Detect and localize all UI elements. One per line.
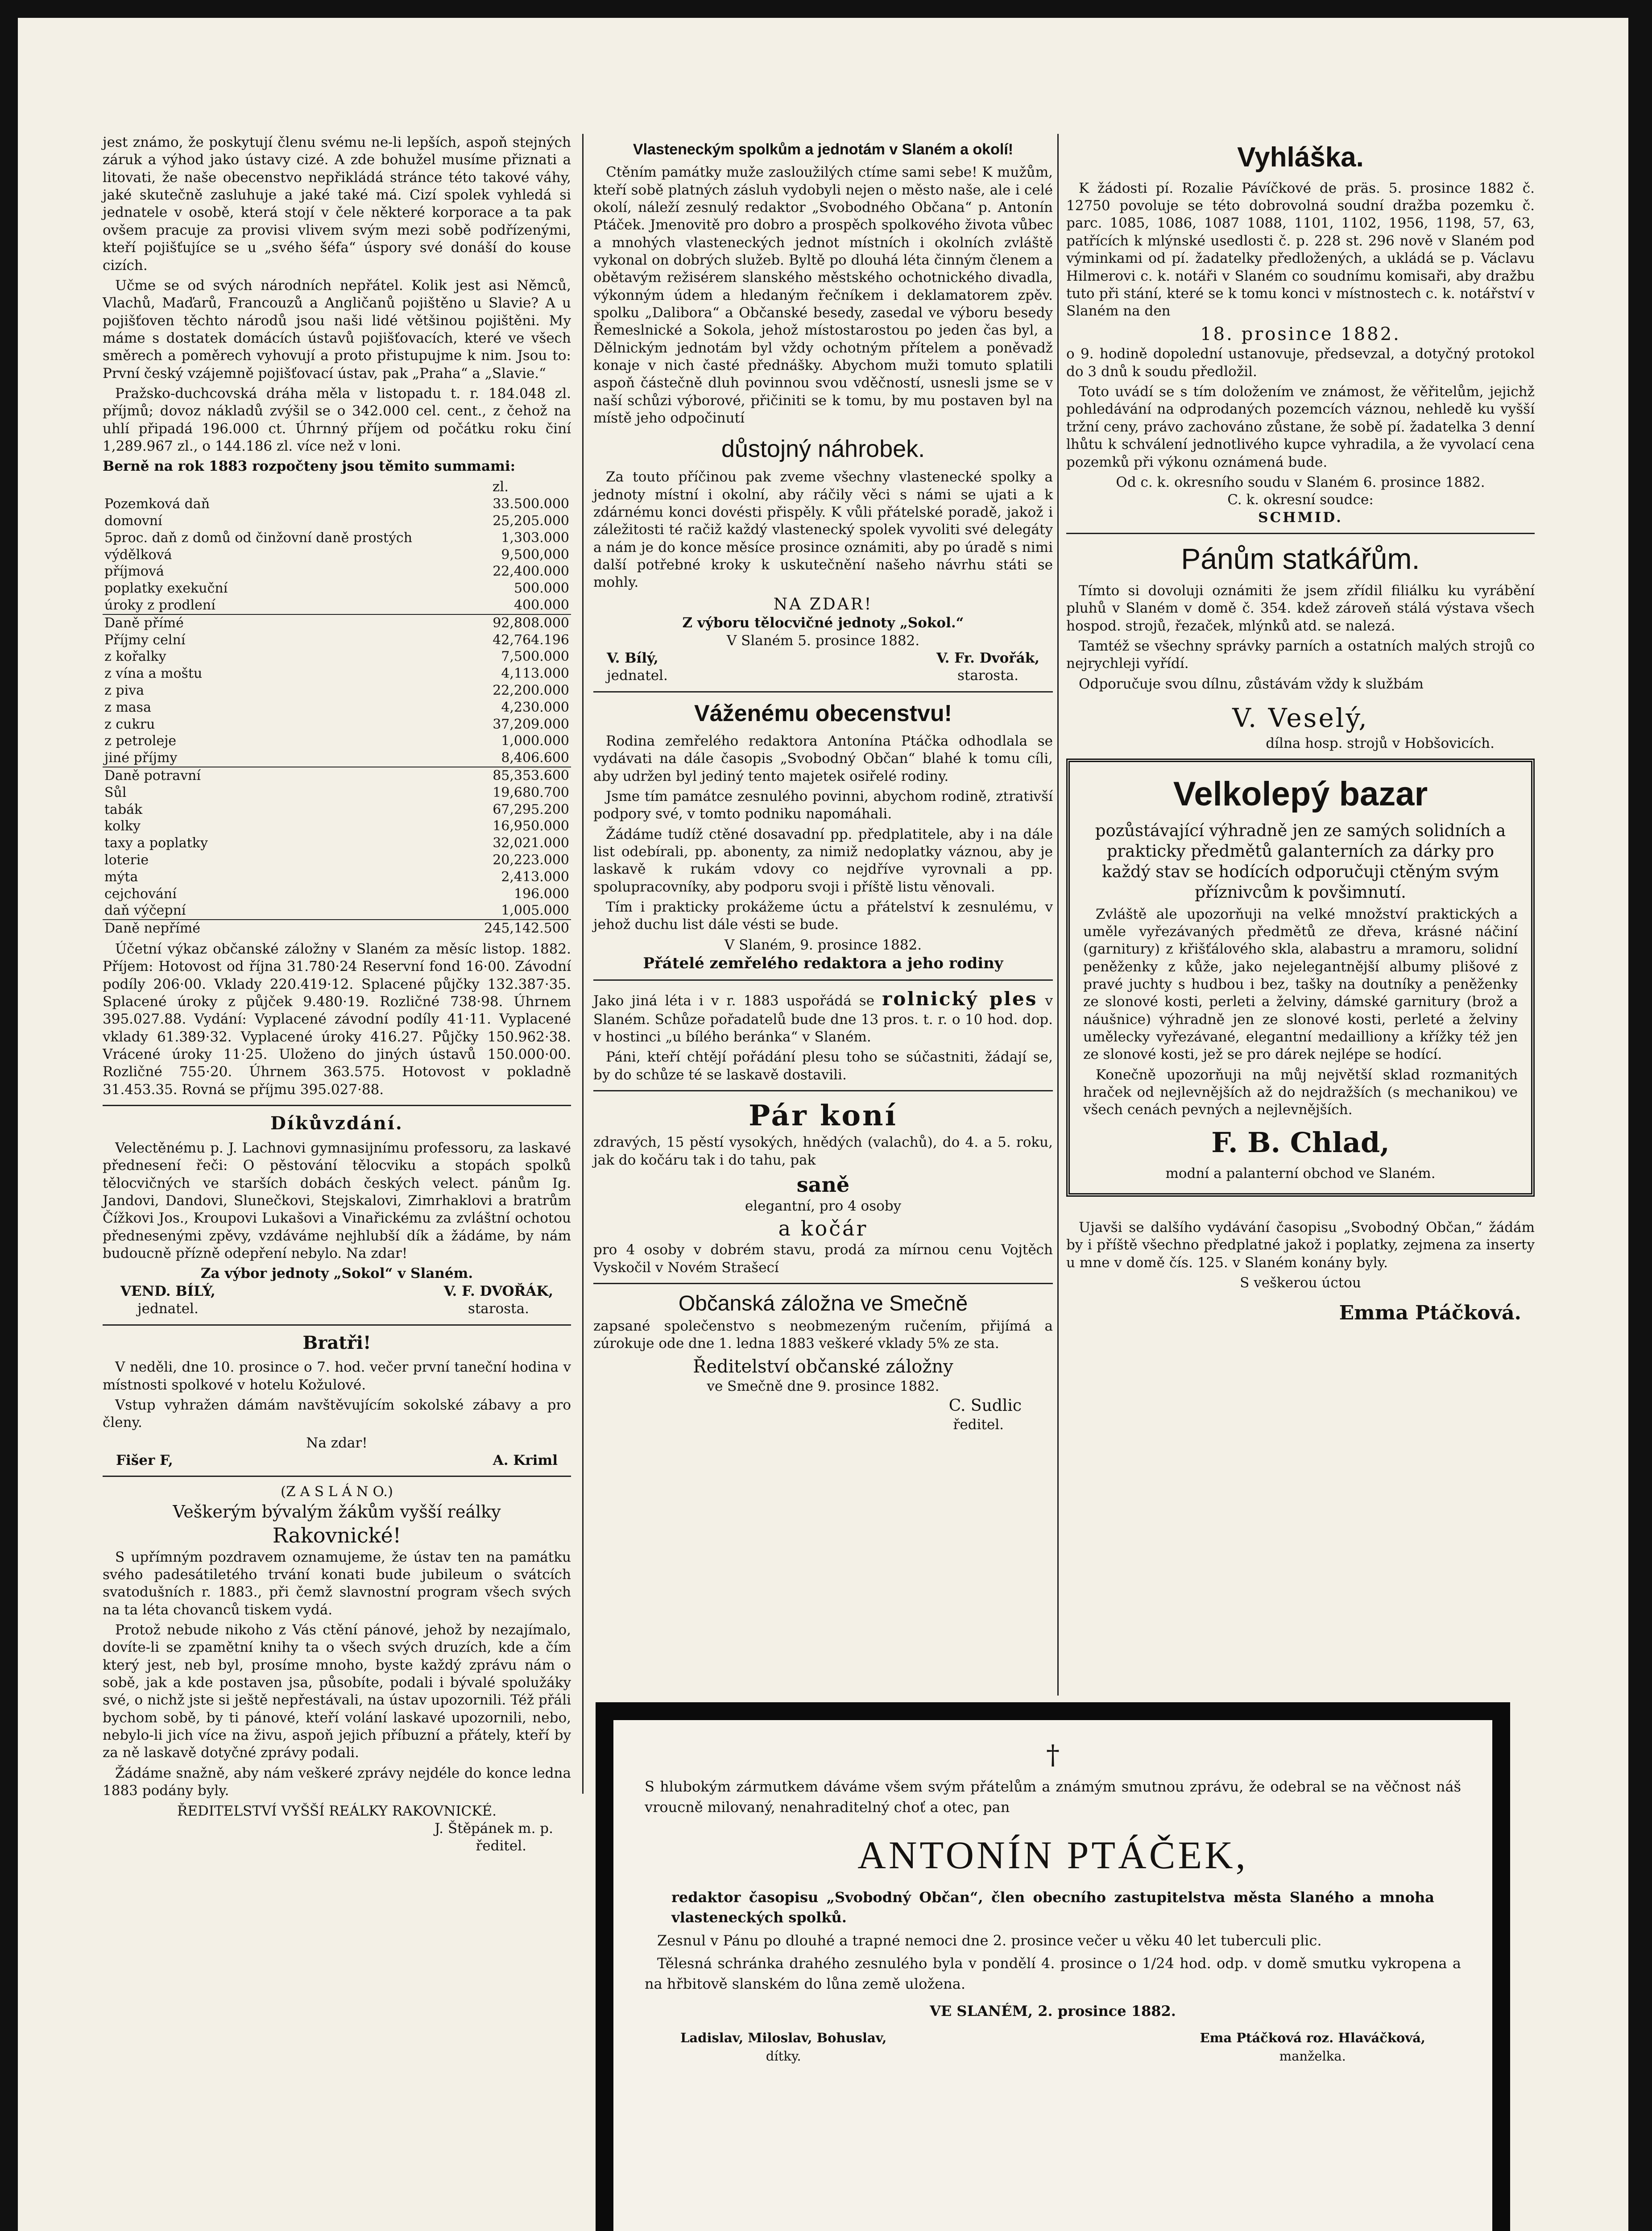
budget-row	[103, 547, 571, 564]
budget-value: 16,950.000	[493, 818, 569, 834]
nazdar: NA ZDAR!	[773, 595, 873, 614]
statkari-text: Tímto si dovoluji oznámiti že jsem zřídil filiálku ku vyrábění pluhů v Slaném v domě č. 354. kdež zároveň stálá výstava všech hospod. strojů, řezaček, mlýnků atd. se nalezá.	[1066, 582, 1535, 634]
budget-label: poplatky exekuční	[104, 581, 228, 597]
vyhlaska-date: 18. prosince 1882.	[1200, 323, 1401, 344]
budget-label: úroky z prodlení	[104, 597, 215, 613]
mourning-sig-left2: dítky.	[766, 2048, 801, 2064]
obecenstvo-sig: Přátelé zemřelého redaktora a jeho rodiny	[643, 954, 1003, 973]
budget-row	[103, 580, 571, 597]
budget-label: Příjmy celní	[104, 632, 186, 648]
budget-unit: zl.	[492, 478, 509, 495]
rolnicky-text: v Slaném. Schůze pořadatelů bude dne 13 pros. t. r. o 10 hod. dop. v hostinci „u bílého beránka“ v Slaném.	[593, 993, 1053, 1045]
statkari-role: dílna hosp. strojů v Hobšovicích.	[1266, 735, 1495, 751]
statkari-text2: Tamtéž se všechny správky parních a ostatních malých strojů co nejrychleji vyřídí.	[1066, 638, 1535, 672]
mourning-name: ANTONÍN PTÁČEK,	[857, 1834, 1248, 1878]
budget-value: 9,500,000	[501, 547, 569, 563]
vl-sig2-role: starosta.	[957, 668, 1019, 684]
vlastenecky-signatures	[593, 650, 1053, 685]
mourning-text: S hlubokým zármutkem dáváme všem svým přátelům a známým smutnou zprávu, že odebral se na věčnost náš vroucně milovaný, nenahraditelný choť a otec, pan	[645, 1778, 1461, 1816]
budget-label: jiné příjmy	[104, 750, 178, 766]
divider	[593, 979, 1053, 981]
zalozna-name: C. Sudlic	[948, 1396, 1022, 1415]
vlastenecky-from: Z výboru tělocvičné jednoty „Sokol.“	[682, 615, 964, 631]
budget-value: 4,230.000	[501, 699, 569, 715]
budget-value: 4,113.000	[501, 666, 569, 682]
budget-label: z cukru	[104, 716, 155, 732]
insurance-para: Učme se od svých národních nepřátel. Kolik jest asi Němců, Vlachů, Maďarů, Francouzů a Angličanů pojištěno u Slavie? A u pojišťoven těchto národů jsou naši lidé většinou pojištěni. My máme s dostatek domácích ústavů pojišťovacích, které ve všech směrech a poměrech vyhovují a proto přistupujme k nim. Jsou to: První český vzájemně pojišťovací ústav, pak „Praha“ a „Slavie.“	[103, 277, 571, 382]
bratri-text2: Vstup vyhražen dámám navštěvujícím sokolské zábavy a pro členy.	[103, 1397, 571, 1431]
budget-row	[103, 682, 571, 699]
budget-row	[103, 563, 571, 580]
bazar-text: Zvláště ale upozorňuji na velké množství praktických a uměle vyřezávaných předmětů ze dřeva, krásné náčiní (garnitury) z křišťálového skla, alabastru a mramoru, solidní peněženky z kůže, jako nejelegantnější albumy plišové z pravé juchty s hudbou i bez, tašky na doutníky a peněženky ze slonové kosti, perleti a želviny, dámské garnitury (brož a náušnice) výhradně jen ze slonové kosti, perleté a želviny umělecky vyřezávané, elegantní medailliony a křížky též jen ze slonové kosti, jež se pro dárek nejlépe se hodící.	[1083, 906, 1518, 1063]
column-middle	[593, 134, 1053, 1434]
zalozna-date: ve Smečně dne 9. prosince 1882.	[707, 1378, 940, 1395]
budget-value: 20,223.000	[493, 852, 569, 868]
dik-sig2-role: starosta.	[468, 1301, 529, 1317]
vyhlaska-name: SCHMID.	[1258, 509, 1343, 526]
mourning-text3: Tělesná schránka drahého zesnulého byla v pondělí 4. prosince o 1/24 hod. odp. v domě smutku vykropena a na hřbitově slanském do lůna země uložena.	[645, 1955, 1461, 1992]
koni-sane: saně	[796, 1173, 850, 1197]
koni-kocar: a kočár	[778, 1216, 868, 1240]
obecenstvo-text4: Tím i prakticky prokážeme úctu a přátelství k zesnulému, v jehož duchu list dále vésti se bude.	[593, 899, 1053, 933]
budget-row	[103, 716, 571, 733]
zaslano-sig3: ředitel.	[476, 1838, 526, 1854]
mourning-date: VE SLANÉM, 2. prosince 1882.	[930, 2003, 1176, 2020]
zalozna-sig: Ředitelství občanské záložny	[693, 1356, 953, 1377]
budget-label: mýta	[104, 869, 138, 885]
budget-value: 500.000	[513, 581, 569, 597]
budget-label: z vína a moštu	[104, 666, 203, 682]
obecenstvo-text3: Žádáme tudíž ctěné dosavadní pp. předplatitele, aby i na dále list odebírali, pp. abonenty, za nimiž nedoplatky váznou, aby je laskavě k rukám vdovy co nejdříve vyrovnali a pp. spolupracovníky, aby podporu svoji i příště listu věnovali.	[593, 826, 1053, 895]
budget-label: 5proc. daň z domů od činžovní daně prostých	[104, 530, 413, 546]
cross-icon: †	[1046, 1739, 1060, 1771]
budget-label: výdělková	[104, 547, 172, 563]
budget-label: Sůl	[104, 784, 127, 800]
statkari-title: Pánům statkářům.	[1181, 542, 1420, 575]
budget-row	[103, 750, 571, 767]
zaslano-text3: Žádáme snažně, aby nám veškeré zprávy nejdéle do konce ledna 1883 podány byly.	[103, 1765, 571, 1799]
bratri-sig2: A. Kriml	[493, 1452, 558, 1469]
budget-label: z masa	[104, 699, 151, 715]
ucetni-vykaz: Účetní výkaz občanské záložny v Slaném za měsíc listop. 1882. Příjem: Hotovost od října 31.780·24 Reservní fond 16·00. Závodní podíly 206·00. Vklady 220.419·12. Splacené půjčky 132.387·35. Splacené úroky z půjček 9.480·19. Rozličné 738·98. Úhrnem 395.027.88. Vydání: Vyplacené závodní podíly 41·11. Vyplacené vklady 61.389·32. Vyplacené úroky 416.27. Půjčky 150.962·38. Vrácené úroky 11·25. Uloženo do jiných ústavů 150.000·00. Rozličné 755·20. Úhrnem 363.575. Hotovost v pokladně 31.453.35. Rovná se příjmu 395.027·88.	[103, 941, 571, 1098]
zaslano-heading: Veškerým bývalým žákům vyšší reálky	[173, 1501, 501, 1522]
budget-row	[103, 902, 571, 920]
budget-label: loterie	[104, 852, 149, 868]
bazar-ad	[1066, 759, 1535, 1197]
budget-row	[103, 733, 571, 750]
budget-label: kolky	[104, 818, 141, 834]
dik-signatures	[103, 1283, 571, 1318]
budget-row	[103, 869, 571, 886]
koni-text: zdravých, 15 pěstí vysokých, hnědých (valachů), do 4. a 5. roku, jak do kočáru tak i do tahu, pak	[593, 1134, 1053, 1168]
dik-text: Velectěnému p. J. Lachnovi gymnasijnímu professoru, za laskavé přednesení řeči: O pěstování tělocviku a stopách spolků tělocvičných ve starších dobách českých velect. pánům Ig. Jandovi, Dandovi, Slunečkovi, Stejskalovi, Zimrhaklovi a bratrům Čížkovi Jos., Kroupovi Lukašovi a Vinařickému za zvláštní ochotou přednesenými zpěvy, vzdáváme nejhlubší dík a žádáme, by nám budoucně přízně odepření nebylo. Na zdar!	[103, 1140, 571, 1262]
koni-title: Pár koní	[749, 1099, 898, 1133]
vl-sig1-role: jednatel.	[607, 668, 668, 684]
budget-row	[103, 835, 571, 852]
vyhlaska-date2: Od c. k. okresního soudu v Slaném 6. prosince 1882.	[1116, 474, 1485, 490]
divider	[593, 691, 1053, 693]
statkari-name: V. Veselý,	[1232, 702, 1369, 733]
budget-row	[103, 632, 571, 649]
budget-row	[103, 920, 571, 937]
budget-value: 92,808.000	[434, 614, 571, 632]
vlastenecky-text2: Za touto příčinou pak zveme všechny vlastenecké spolky a jednoty místní i okolní, aby ráčily věci s námi se ujati a k zdárnému konci dovésti přispěly. K vůli přátelské poradě, jakož i záležitosti té račiž každý vlastenecký spolek vyvoliti své delegáty a nám je do konce měsíce prosince oznámiti, aby po úradě s nimi další potřebné kroky k uskutečnění našeho návrhu státi se mohly.	[593, 469, 1053, 591]
budget-value: 22,200.000	[493, 682, 569, 698]
column-left	[103, 134, 571, 1855]
vyhlaska-text: K žádosti pí. Rozalie Pávíčkové de präs. 5. prosince 1882 č. 12750 povoluje se této dobrovolná soudní dražba pozemku č. parc. 1085, 1086, 1087 1088, 1101, 1102, 1956, 1198, 57, 63, patřících k mlýnské usedlosti č. p. 228 st. 296 nově v Slaném pod výminkami od pí. žadatelky předložených, a ukládá se p. Václavu Hilmerovi c. k. notáři v Slaném co soudnímu komisaři, aby dražbu tuto při stání, které se k tomu konci v místnostech c. k. notářství v Slaném na den	[1066, 180, 1535, 319]
dik-sig1-name: VEND. BÍLÝ,	[120, 1283, 215, 1299]
mourning-text2: Zesnul v Pánu po dlouhé a trapné nemoci dne 2. prosince večer u věku 40 let tuberculi plic.	[657, 1932, 1322, 1949]
budget-value: 1,303.000	[501, 530, 569, 546]
bazar-role: modní a palanterní obchod ve Slaném.	[1165, 1165, 1436, 1182]
vyhlaska-text2: o 9. hodině dopolední ustanovuje, předsevzal, a dotyčný protokol do 3 dnů k soudu předložil.	[1066, 346, 1535, 380]
budget-row	[103, 614, 571, 632]
obecenstvo-title: Váženému obecenstvu!	[694, 700, 952, 726]
budget-row	[103, 818, 571, 835]
rolnicky-text2: Páni, kteří chtějí pořádání plesu toho se súčastniti, žádají se, by do schůze té se laskavě dostavili.	[593, 1049, 1053, 1083]
budget-label: z kořalky	[104, 649, 166, 665]
budget-value: 25,205.000	[493, 513, 569, 529]
obcan-name: Emma Ptáčková.	[1339, 1302, 1521, 1325]
divider	[103, 1105, 571, 1106]
budget-row	[103, 886, 571, 903]
bazar-name: F. B. Chlad,	[1211, 1126, 1390, 1159]
bratri-title: Bratři!	[302, 1332, 371, 1353]
vl-sig2-name: V. Fr. Dvořák,	[936, 650, 1039, 667]
budget-row	[103, 648, 571, 665]
budget-row	[103, 530, 571, 547]
dik-from: Za výbor jednoty „Sokol“ v Slaném.	[200, 1265, 473, 1282]
budget-table	[103, 496, 571, 937]
budget-row	[103, 767, 571, 784]
budget-label: Daně nepřímé	[103, 920, 434, 937]
budget-row	[103, 801, 571, 818]
dik-sig1-role: jednatel.	[137, 1301, 199, 1317]
bazar-title: Velkolepý bazar	[1173, 775, 1428, 813]
column-rule-2	[1057, 134, 1059, 1696]
mourning-sig-left: Ladislav, Miloslav, Bohuslav,	[680, 2030, 887, 2045]
budget-label: Daně potravní	[103, 767, 434, 784]
divider	[103, 1324, 571, 1326]
budget-value: 1,000.000	[501, 733, 569, 749]
budget-value: 196.000	[513, 886, 569, 902]
vyhlaska-sig: C. k. okresní soudce:	[1227, 492, 1374, 508]
zalozna-title: Občanská záložna ve Smečně	[678, 1291, 968, 1315]
budget-value: 1,005.000	[501, 903, 569, 919]
budget-label: cejchování	[104, 886, 177, 902]
bratri-text: V neděli, dne 10. prosince o 7. hod. večer první taneční hodina v místnosti spolkové v hotelu Kožulové.	[103, 1359, 571, 1393]
budget-label: Pozemková daň	[104, 496, 210, 512]
budget-value: 2,413.000	[501, 869, 569, 885]
column-right	[1066, 134, 1535, 1326]
budget-value: 37,209.000	[493, 716, 569, 732]
bazar-text2: Konečně upozorňuji na můj největší sklad rozmanitých hraček od nejlevnějších až do nejdražších (s mechanikou) ve všech cenách pevných a nejlevnějších.	[1083, 1066, 1518, 1118]
budget-value: 7,500.000	[501, 649, 569, 665]
budget-value: 33.500.000	[493, 496, 569, 512]
budget-value: 19,680.700	[493, 784, 569, 800]
budget-row	[103, 665, 571, 682]
obcan-text: Ujavši se dalšího vydávání časopisu „Svobodný Občan,“ žádám by i příště všechno předplatné jakož i poplatky, zejmena za inserty u mne v domě čís. 125. v Slaném konány byly.	[1066, 1219, 1535, 1271]
bratri-nazdar: Na zdar!	[306, 1435, 368, 1451]
budget-label: domovní	[104, 513, 162, 529]
budget-title: Berně na rok 1883 rozpočteny jsou těmito summami:	[103, 458, 516, 475]
nahrobek-heading: důstojný náhrobek.	[721, 435, 925, 462]
budget-value: 85,353.600	[434, 767, 571, 784]
mourning-sig-right2: manželka.	[1279, 2048, 1346, 2064]
budget-row	[103, 852, 571, 869]
budget-row	[103, 784, 571, 801]
budget-label: daň výčepní	[104, 903, 186, 919]
vlastenecky-text: Ctěním památky muže zasloužilých ctíme sami sebe! K mužům, kteří sobě platných zásluh vydobyli nejen o město naše, ale i celé okolí, náleží zesnulý redaktor „Svobodného Občana“ p. Antonín Ptáček. Jmenovitě pro dobro a prospěch spolkového života vůbec a mnohých vlasteneckých jednot místních i okolních zvláště vykonal on dobrých služeb. Byltě po dlouhá léta činným členem a obětavým režisérem slanského městského ochotnického divadla, výkonným údem a hledaným řečníkem i deklamatorem zpěv. spolku „Dalibora“ a Občanské besedy, zasedal ve výboru besedy Řemeslnické a Sokola, jehož místostarostou po jeden čas byl, a Dělnickým jednotám byl vždy ochotným přítelem a poněvadž konaje v nich časté přednášky. Abychom muži tomuto splatili aspoň částečně dluh povinnou svou vděčností, usnesli jsme se v naší schůzi výborové, přičiniti se k tomu, by mu postaven byl na místě jeho odpočinutí	[593, 164, 1053, 427]
vyhlaska-title: Vyhláška.	[1237, 142, 1364, 173]
zaslano-text2: Protož nebude nikoho z Vás ctění pánové, jehož by nezajímalo, dovíte-li se zpamětní knihy ta o všech svých druzích, kde a čím který jest, neb byl, prosíme mnoho, byste každý zprávu nám o sobě, jak a kde postaven jsa, působíte, podali i bývalé spolužáky své, o nichž jste si ještě nepřestávali, na ústav upozornili. Též přáli bychom sobě, by ti pánové, kteří volání laskavé upozornili, nebo, nebylo-li jich více na živu, aspoň jejich příbuzní a přátely, kteří by za ně laskavě dotyčné zprávy podali.	[103, 1621, 571, 1761]
budget-value: 32,021.000	[493, 835, 569, 851]
koni-text2: elegantní, pro 4 osoby	[745, 1198, 902, 1215]
budget-row	[103, 597, 571, 614]
column-rule-1	[582, 134, 584, 1794]
zaslano-sig: ŘEDITELSTVÍ VYŠŠÍ REÁLKY RAKOVNICKÉ.	[177, 1803, 497, 1819]
dik-title: Díkůvzdání.	[270, 1113, 403, 1134]
zaslano-label: (Z A S L Á N O.)	[280, 1484, 393, 1500]
divider	[593, 1090, 1053, 1091]
budget-label: taxy a poplatky	[104, 835, 208, 851]
budget-value: 245,142.500	[434, 920, 571, 937]
budget-row	[103, 699, 571, 716]
budget-label: příjmová	[104, 564, 164, 580]
budget-value: 22,400.000	[493, 564, 569, 580]
railway-para: Pražsko-duchcovská dráha měla v listopadu t. r. 184.048 zl. příjmů; dovoz nákladů zvýšil se o 342.000 cel. cent., z čehož na uhlí připadá 196.000 ct. Úhrnný příjem od počátku roku činí 1,289.967 zl., o 144.186 zl. více než v loni.	[103, 386, 571, 455]
bratri-signatures	[103, 1452, 571, 1469]
divider	[593, 1283, 1053, 1284]
zaslano-heading2: Rakovnické!	[272, 1523, 402, 1548]
budget-value: 42,764.196	[493, 632, 569, 648]
vlastenecky-date: V Slaném 5. prosince 1882.	[726, 632, 920, 649]
rolnicky-ples: rolnický ples	[882, 988, 1038, 1010]
dik-sig2-name: V. F. DVOŘÁK,	[443, 1283, 553, 1299]
mourning-signatures	[645, 2029, 1461, 2065]
statkari-text3: Odporučuje svou dílnu, zůstávám vždy k službám	[1079, 676, 1424, 692]
obecenstvo-text: Rodina zemřelého redaktora Antonína Ptáčka odhodlala se vydávati na dále časopis „Svobodný Občan“ blahé k tomu cíli, aby udržen byl jediný tento majetek osiřelé rodiny.	[593, 733, 1053, 784]
obecenstvo-text2: Jsme tím památce zesnulého povinni, abychom rodině, ztrativší podpory své, v tomto podniku napomáhali.	[593, 788, 1053, 822]
mourning-notice	[596, 1702, 1510, 2231]
zalozna-text: zapsané společenstvo s neobmezeným ručením, přijímá a zúrokuje ode dne 1. ledna 1883 veškeré vklady 5% ze sta.	[593, 1318, 1053, 1352]
obecenstvo-date: V Slaném, 9. prosince 1882.	[724, 937, 922, 953]
rolnicky-pre: Jako jiná léta i v r. 1883 uspořádá se	[593, 993, 875, 1009]
divider	[1066, 533, 1535, 534]
mourning-role: redaktor časopisu „Svobodný Občan“, člen obecního zastupitelstva města Slaného a mnoha vlasteneckých spolků.	[671, 1889, 1434, 1926]
budget-label: z piva	[104, 682, 144, 698]
budget-value: 8,406.600	[501, 750, 569, 766]
bratri-sig1: Fišer F,	[116, 1452, 173, 1469]
vyhlaska-text3: Toto uvádí se s tím doložením ve známost, že věřitelům, jejichž pohledávání na odprodaných pozemcích váznou, nehledě ku vyšší tržní ceny, právo zachováno zůstane, že sobě pí. žadatelka 3 denní lhůtu k schválení jednotlivého kupce vyhradila, a že vyvolací cena pozemků při výkonu oznámená bude.	[1066, 384, 1535, 470]
vlastenecky-title: Vlasteneckým spolkům a jednotám v Slaném a okolí!	[633, 141, 1014, 158]
divider	[103, 1476, 571, 1477]
zalozna-role: ředitel.	[953, 1416, 1004, 1433]
mourning-sig-right: Ema Ptáčková roz. Hlaváčková,	[1200, 2030, 1425, 2045]
vl-sig1-name: V. Bílý,	[607, 650, 658, 667]
obcan-greet: S veškerou úctou	[1240, 1274, 1361, 1291]
insurance-intro: jest známo, že poskytují členu svému ne-li lepších, aspoň stejných záruk a výhod jako ústavy cizé. A zde bohužel musíme přiznati a litovati, že naše obecenstvo nepřikládá stránce této takové váhy, jaké skutečně zasluhuje a jaké také má. Cizí spolek vyhledá si jednatele v osobě, která stojí v čele některé korporace a ta pak ovšem pracuje za provisi vlivem svým mezi sobě podřízenými, kteří pojišťujíce se u „svého šéfa“ úspory své donáší do kouse cizích.	[103, 134, 571, 274]
budget-label: tabák	[104, 801, 143, 817]
budget-row	[103, 496, 571, 513]
budget-label: Daně přímé	[103, 614, 434, 632]
budget-value: 67,295.200	[493, 801, 569, 817]
koni-text3: pro 4 osoby v dobrém stavu, prodá za mírnou cenu Vojtěch Vyskočil v Novém Strašecí	[593, 1242, 1053, 1276]
budget-label: z petroleje	[104, 733, 177, 749]
budget-value: 400.000	[513, 597, 569, 613]
budget-row	[103, 513, 571, 530]
zaslano-sig2: J. Štěpánek m. p.	[435, 1820, 553, 1837]
zaslano-text: S upřímným pozdravem oznamujeme, že ústav ten na památku svého padesátiletého trvání konati bude jubileum o svátcích svatodušních r. 1883., při čemž slavnostní program všech svých na ta léta chovanců tiskem vydá.	[103, 1549, 571, 1618]
bazar-lead: pozůstávající výhradně jen ze samých solidních a prakticky předmětů galanterních za dárky pro každý stav se hodících odporučuji ctěným svým příznivcům k povšimnutí.	[1095, 821, 1506, 902]
